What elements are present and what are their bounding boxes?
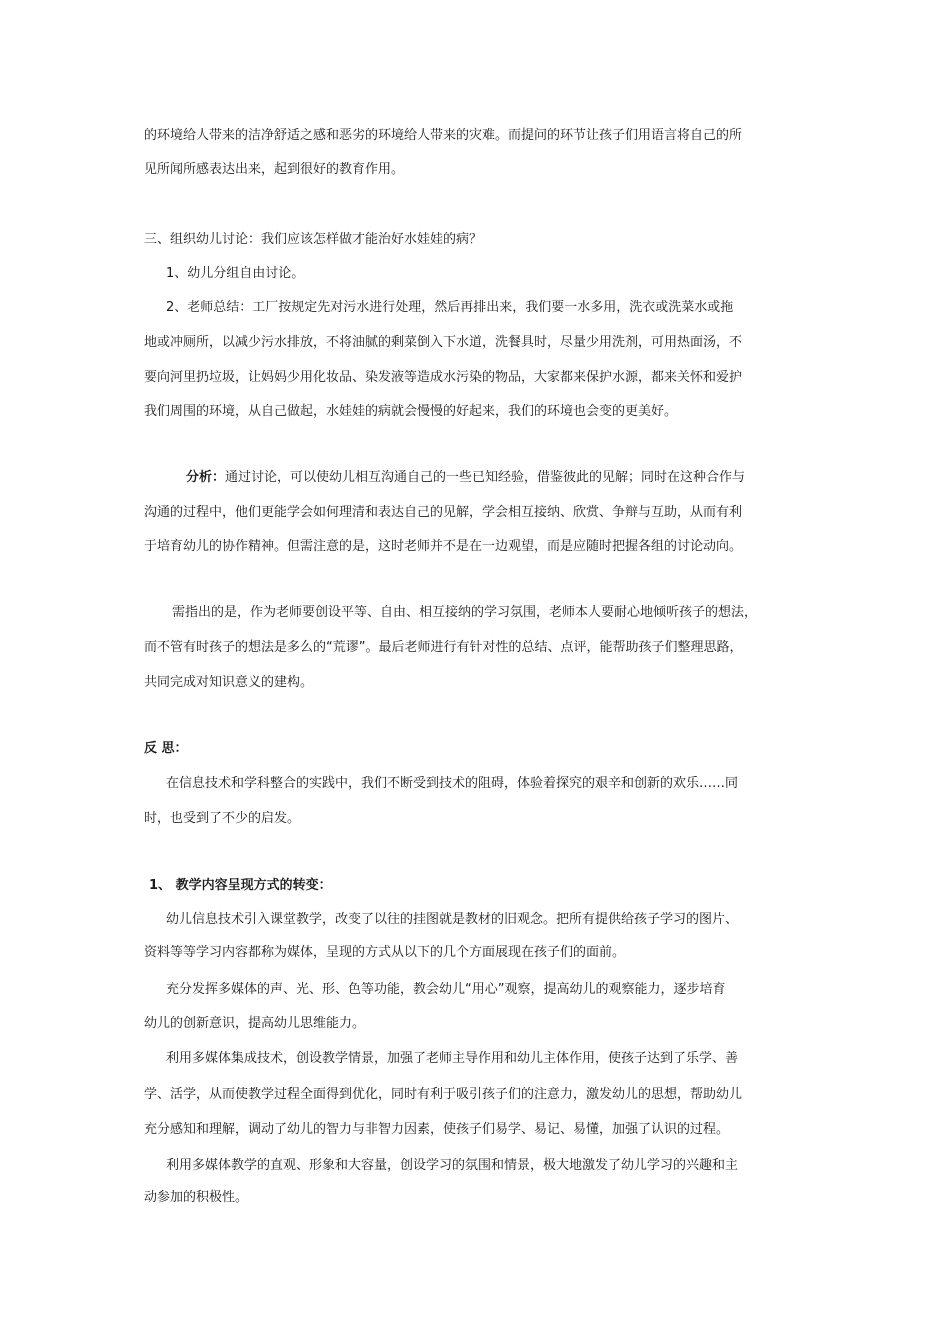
paragraph-line: 动参加的积极性。 — [144, 1190, 249, 1205]
paragraph-line: 时，也受到了不少的启发。 — [144, 811, 301, 826]
paragraph-line: 充分感知和理解，调动了幼儿的智力与非智力因素，使孩子们易学、易记、易懂，加强了认识的过程。 — [144, 1122, 730, 1137]
paragraph-line: 利用多媒体集成技术，创设教学情景，加强了老师主导作用和幼儿主体作用，使孩子达到了乐学、善 — [166, 1051, 739, 1066]
list-item: 1、幼儿分组自由讨论。 — [166, 266, 305, 281]
analysis-line — [186, 469, 745, 487]
paragraph-line: 幼儿的创新意识，提高幼儿思维能力。 — [144, 1016, 366, 1031]
subsection-heading: 1、 教学内容呈现方式的转变： — [149, 878, 332, 893]
paragraph-line: 资料等等学习内容都称为媒体，呈现的方式从以下的几个方面展现在孩子们的面前。 — [144, 945, 626, 960]
paragraph-line: 要向河里扔垃圾，让妈妈少用化妆品、染发液等造成水污染的物品，大家都来保护水源，都来关怀和爱护 — [144, 370, 743, 385]
analysis-label: 分析： — [186, 470, 226, 485]
paragraph-line: 我们周围的环境，从自己做起，水娃娃的病就会慢慢的好起来，我们的环境也会变的更美好。 — [144, 404, 678, 419]
list-item: 2、老师总结：工厂按规定先对污水进行处理，然后再排出来，我们要一水多用，洗衣或洗菜水或拖 — [166, 300, 734, 315]
section-heading: 三、组织幼儿讨论：我们应该怎样做才能治好水娃娃的病？ — [144, 232, 483, 247]
paragraph-line: 利用多媒体教学的直观、形象和大容量，创设学习的氛围和情景，极大地激发了幼儿学习的兴趣和主 — [166, 1158, 739, 1173]
analysis-text: 通过讨论，可以使幼儿相互沟通自己的一些已知经验，借鉴彼此的见解；同时在这种合作与 — [225, 470, 746, 485]
paragraph-line: 共同完成对知识意义的建构。 — [144, 675, 314, 690]
paragraph-line: 在信息技术和学科整合的实践中，我们不断受到技术的阻碍，体验着探究的艰辛和创新的欢乐……同 — [166, 776, 739, 791]
paragraph-line: 见所闻所感表达出来，起到很好的教育作用。 — [144, 162, 405, 177]
paragraph-line: 而不管有时孩子的想法是多么的“荒谬”。最后老师进行有针对性的总结、点评，能帮助孩子们整理思路， — [144, 640, 743, 655]
paragraph-line: 于培育幼儿的协作精神。但需注意的是，这时老师并不是在一边观望，而是应随时把握各组的讨论动向。 — [144, 539, 743, 554]
paragraph-line: 学、活学，从而使教学过程全面得到优化，同时有利于吸引孩子们的注意力，激发幼儿的思想，帮助幼儿 — [144, 1087, 743, 1102]
paragraph-line: 地或冲厕所，以减少污水排放，不将油腻的剩菜倒入下水道，洗餐具时，尽量少用洗剂，可用热面汤，不 — [144, 335, 743, 350]
paragraph-line: 沟通的过程中，他们更能学会如何理清和表达自己的见解，学会相互接纳、欣赏、争辩与互助，从而有利 — [144, 505, 743, 520]
paragraph-line: 需指出的是，作为老师要创设平等、自由、相互接纳的学习氛围，老师本人要耐心地倾听孩子的想法， — [172, 605, 758, 620]
paragraph-line: 的环境给人带来的洁净舒适之感和恶劣的环境给人带来的灾难。而提问的环节让孩子们用语言将自己的所 — [144, 128, 743, 143]
paragraph-line: 充分发挥多媒体的声、光、形、色等功能，教会幼儿“用心”观察，提高幼儿的观察能力，逐步培育 — [166, 982, 726, 997]
paragraph-line: 幼儿信息技术引入课堂教学，改变了以往的挂图就是教材的旧观念。把所有提供给孩子学习的图片、 — [166, 912, 739, 927]
reflection-heading: 反 思： — [144, 741, 188, 756]
